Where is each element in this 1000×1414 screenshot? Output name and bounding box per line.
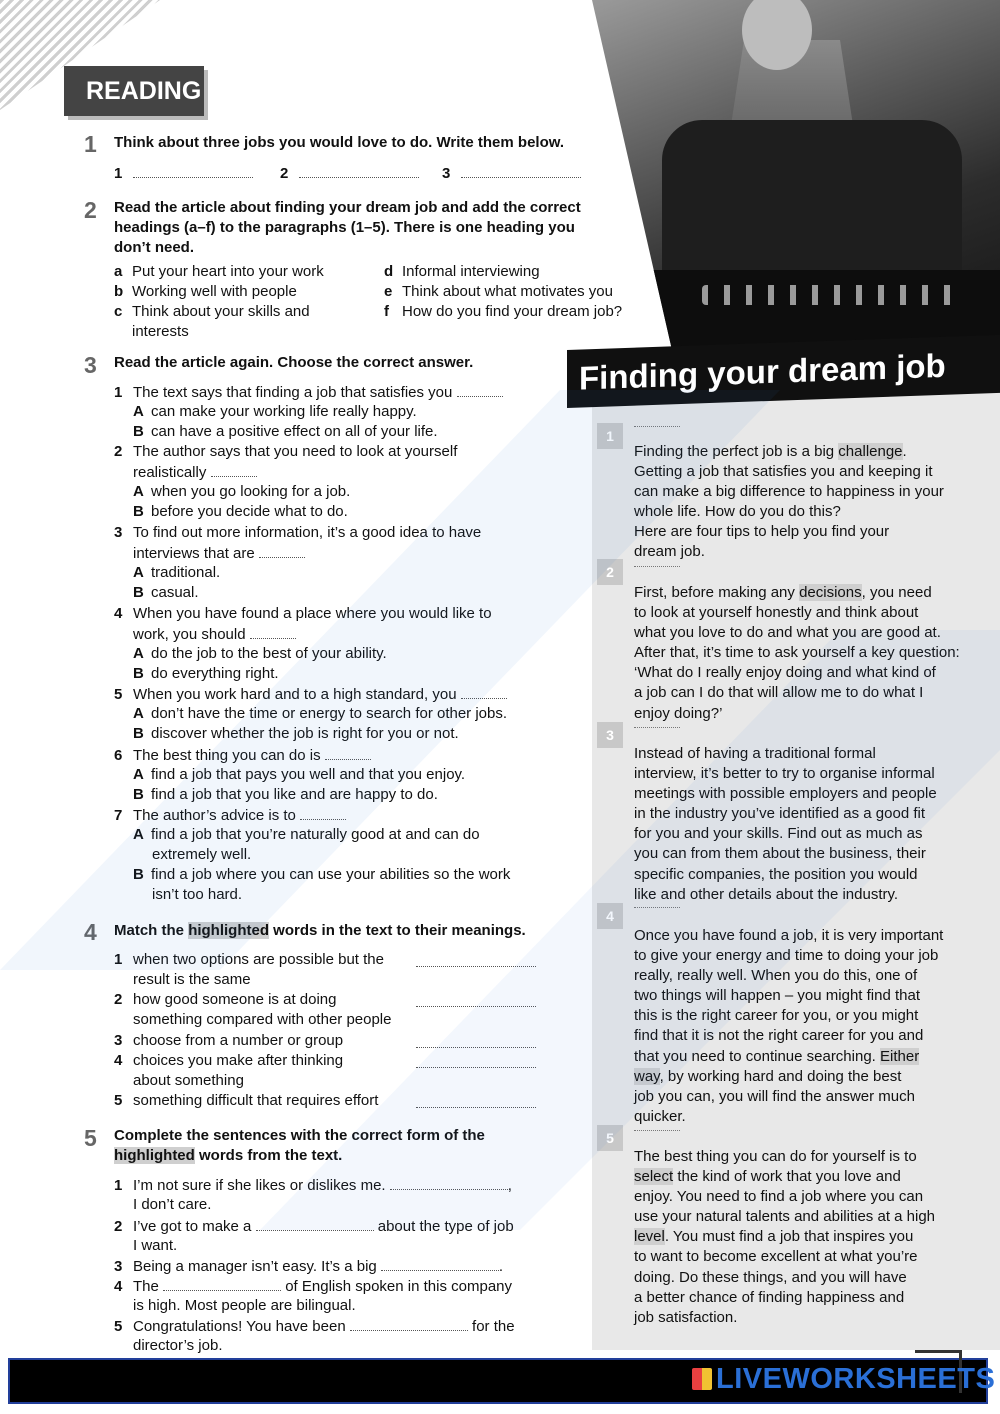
q3-item-3-option-b[interactable] [133, 583, 199, 603]
q2-heading-c [114, 302, 354, 342]
item-number: 2 [114, 991, 123, 1008]
item-text-cont: is high. Most people are bilingual. [133, 1297, 356, 1314]
q1-answer-line-2[interactable] [299, 163, 419, 178]
option-text: when you go looking for a job. [151, 483, 351, 500]
option-text: discover whether the job is right for you or not. [151, 725, 459, 742]
item-text: Being a manager isn’t easy. It’s a big [133, 1258, 377, 1275]
q3-item-1-option-a[interactable] [133, 402, 417, 422]
q3-item-2-option-b[interactable] [133, 502, 348, 522]
answer-blank[interactable] [390, 1175, 508, 1190]
heading-text: Put your heart into your work [132, 263, 324, 280]
item-text: I’m not sure if she likes or dislikes me. [133, 1177, 386, 1194]
q3-number: 3 [84, 352, 97, 378]
option-text-cont: isn’t too hard. [152, 886, 243, 903]
answer-blank[interactable] [381, 1256, 499, 1271]
q4-item-2-cont [133, 1010, 392, 1030]
heading-letter: e [384, 283, 393, 300]
q3-item-5-option-b[interactable] [133, 724, 459, 744]
heading-letter: c [114, 303, 123, 320]
option-text: find a job that pays you well and that you enjoy. [151, 766, 466, 783]
item-stem-cont: interviews that are [133, 545, 255, 562]
paragraph-2-heading-blank[interactable] [634, 566, 680, 567]
item-number: 5 [114, 686, 123, 703]
item-text: how good someone is at doing [133, 991, 337, 1008]
q4-number: 4 [84, 919, 97, 945]
option-letter: A [133, 705, 144, 722]
q3-item-7-option-a-cont [152, 845, 251, 865]
answer-blank[interactable] [259, 543, 305, 558]
option-text-cont: extremely well. [152, 846, 252, 863]
heading-letter: f [384, 303, 389, 320]
highlighted-word: challenge [838, 443, 903, 460]
option-text: don’t have the time or energy to search for other jobs. [151, 705, 508, 722]
item-stem: The author says that you need to look at yourself [133, 443, 458, 460]
q5-item-5 [114, 1316, 515, 1337]
q5-item-2-cont [133, 1236, 177, 1256]
option-letter: B [133, 725, 144, 742]
item-number: 4 [114, 605, 123, 622]
heading-text: Think about your skills and interests [132, 303, 310, 340]
item-text-after: . [498, 1258, 504, 1275]
option-text: find a job that you like and are happy to do. [151, 786, 438, 803]
q4-highlight-word: highlighted [188, 922, 270, 939]
q3-item-6 [114, 745, 371, 766]
item-number: 6 [114, 747, 123, 764]
q4-answer-5[interactable] [416, 1093, 536, 1108]
option-letter: A [133, 766, 144, 783]
option-letter: B [133, 584, 144, 601]
option-text: traditional. [151, 564, 221, 581]
answer-blank[interactable] [211, 462, 257, 477]
highlighted-word: Either [880, 1047, 920, 1065]
item-text-after: about the type of job [377, 1218, 514, 1235]
q5-instruction-pre: Complete the sentences with the correct form of the [114, 1127, 485, 1144]
section-label: READING [64, 66, 204, 116]
option-letter: B [133, 665, 144, 682]
q3-item-6-option-a[interactable] [133, 765, 465, 785]
item-text-after: , [507, 1177, 512, 1194]
q5-instruction-post: words from the text. [194, 1147, 343, 1164]
option-letter: A [133, 826, 144, 843]
answer-blank[interactable] [300, 805, 346, 820]
q5-item-3 [114, 1256, 503, 1277]
q2-heading-e [384, 282, 613, 302]
item-number: 5 [114, 1092, 123, 1109]
item-number: 2 [114, 443, 123, 460]
q1-blank-3[interactable] [442, 163, 581, 184]
paragraph-3-heading-blank[interactable] [634, 727, 680, 728]
item-text-cont: something compared with other people [133, 1011, 392, 1028]
q1-blank-3-number: 3 [442, 165, 451, 182]
item-text-cont: I don’t care. [133, 1196, 212, 1213]
item-text: when two options are possible but the [133, 951, 384, 968]
q2-number: 2 [84, 197, 97, 223]
paragraph-4-number: 4 [597, 903, 623, 929]
item-text-after: for the [472, 1318, 515, 1335]
q3-item-4-option-a[interactable] [133, 644, 387, 664]
option-letter: B [133, 786, 144, 803]
option-letter: A [133, 645, 144, 662]
answer-blank[interactable] [163, 1276, 281, 1291]
q3-item-7-option-b-cont [152, 885, 242, 905]
highlighted-word: level [634, 1228, 665, 1246]
option-text: find a job that you’re naturally good at and can do [151, 826, 480, 843]
item-text: choices you make after thinking [133, 1052, 344, 1069]
q4-instruction-post: words in the text to their meanings. [269, 922, 526, 939]
dj-photo [592, 0, 1000, 350]
photo-knobs-shape [702, 285, 962, 305]
paragraph-2-number: 2 [597, 559, 623, 585]
answer-blank[interactable] [350, 1316, 468, 1331]
item-text: choose from a number or group [133, 1032, 344, 1049]
highlighted-word: way [634, 1067, 660, 1085]
option-text: can make your working life really happy. [151, 403, 417, 420]
option-letter: B [133, 503, 144, 520]
q1-answer-line-1[interactable] [133, 163, 253, 178]
item-stem-cont: realistically [133, 464, 207, 481]
q3-item-5-option-a[interactable] [133, 704, 507, 724]
q3-item-3 [114, 523, 481, 543]
heading-text: How do you find your dream job? [402, 303, 623, 320]
liveworksheets-logo[interactable] [692, 1363, 995, 1396]
item-number: 1 [114, 1177, 123, 1194]
item-stem: The best thing you can do is [133, 747, 321, 764]
item-text-after: of English spoken in this company [285, 1278, 512, 1295]
answer-blank[interactable] [250, 624, 296, 639]
heading-letter: d [384, 263, 394, 280]
option-text: before you decide what to do. [151, 503, 348, 520]
q3-item-1-option-b[interactable] [133, 422, 438, 442]
item-text-cont: director’s job. [133, 1337, 223, 1354]
q5-item-5-cont [133, 1336, 223, 1356]
item-text: The [133, 1278, 159, 1295]
q4-item-1 [114, 950, 384, 970]
item-number: 4 [114, 1278, 123, 1295]
highlighted-word: decisions [799, 584, 862, 601]
q3-item-7 [114, 805, 346, 826]
paragraph-1-number: 1 [597, 423, 623, 449]
paragraph-5-text: The best thing you can do for yourself is to select the kind of work that you love and enjoy. You need to find a job where you can use your natural talents and abilities at a high level. You must find a job that inspires you to want to become excellent at what you’re doing. Do these things, and you will have a better chance of finding happiness and job satisfaction. [634, 1148, 936, 1326]
q1-blank-2[interactable] [280, 163, 419, 184]
q1-number: 1 [84, 131, 97, 157]
q2-heading-b [114, 282, 297, 302]
q4-item-3 [114, 1031, 343, 1051]
option-text: casual. [151, 584, 199, 601]
q4-instruction [114, 921, 604, 941]
item-stem: When you have found a place where you would like to [133, 605, 492, 622]
answer-blank[interactable] [325, 745, 371, 760]
q3-instruction: Read the article again. Choose the correct answer. [114, 354, 474, 371]
q4-answer-2[interactable] [416, 992, 536, 1007]
option-letter: A [133, 564, 144, 581]
item-number: 4 [114, 1052, 123, 1069]
item-stem-cont: work, you should [133, 626, 246, 643]
option-text: find a job where you can use your abilities so the work [151, 866, 511, 883]
q3-item-2-option-a[interactable] [133, 482, 350, 502]
item-stem: The text says that finding a job that satisfies you [133, 384, 453, 401]
option-letter: B [133, 866, 144, 883]
q4-answer-3[interactable] [416, 1033, 536, 1048]
q4-item-1-cont [133, 970, 251, 990]
q3-item-4 [114, 604, 492, 624]
answer-blank[interactable] [256, 1216, 374, 1231]
q3-item-2-stem-cont [133, 462, 257, 483]
q5-item-1-cont [133, 1195, 211, 1215]
option-letter: A [133, 403, 144, 420]
heading-text: Informal interviewing [402, 263, 540, 280]
paragraph-2-text: First, before making any decisions, you need to look at yourself honestly and think about what you love to do and what you are good at. After that, it’s time to ask yourself a key question: ‘What do I really enjoy doing and what kind of a job can I do that will allow me to do what I enjoy doing?’ [634, 584, 960, 722]
q5-item-2 [114, 1216, 514, 1237]
item-number: 1 [114, 384, 123, 401]
q3-item-6-option-b[interactable] [133, 785, 438, 805]
q4-item-4-cont [133, 1071, 244, 1091]
q4-instruction-pre: Match the [114, 922, 189, 939]
article-title: Finding your dream job [567, 335, 1000, 408]
answer-blank[interactable] [461, 684, 507, 699]
answer-blank[interactable] [457, 382, 503, 397]
q3-item-7-option-b[interactable] [133, 865, 510, 885]
option-letter: B [133, 423, 144, 440]
paragraph-4-text: Once you have found a job, it is very important to give your energy and time to doing your job really, really well. When you do this, one of two things will happen – you might find that this is the right career for you, or you might find that it is not the right career for you and that you need to continue searching. Either way, by working hard and doing the best job you can, you will find the answer much quicker. [634, 927, 944, 1125]
item-number: 2 [114, 1218, 123, 1235]
q5-item-4 [114, 1276, 512, 1297]
paragraph-4-heading-blank[interactable] [634, 907, 680, 908]
q3-item-2 [114, 442, 457, 462]
q1-blank-1[interactable] [114, 163, 253, 184]
q3-item-3-stem-cont [133, 543, 305, 564]
item-text-cont: I want. [133, 1237, 178, 1254]
item-number: 3 [114, 524, 123, 541]
q3-item-3-option-a[interactable] [133, 563, 220, 583]
heading-letter: b [114, 283, 124, 300]
q3-item-5 [114, 684, 507, 705]
q4-answer-4[interactable] [416, 1053, 536, 1068]
q4-answer-1[interactable] [416, 952, 536, 967]
item-text-cont: result is the same [133, 971, 251, 988]
q5-item-4-cont [133, 1296, 356, 1316]
q4-item-5 [114, 1091, 378, 1111]
live-logo-icon [692, 1368, 712, 1390]
item-stem: To find out more information, it’s a good idea to have [133, 524, 482, 541]
q4-item-2 [114, 990, 336, 1010]
heading-letter: a [114, 263, 123, 280]
item-number: 1 [114, 951, 123, 968]
option-text: can have a positive effect on all of your life. [151, 423, 438, 440]
q2-instruction: Read the article about finding your dream job and add the correct headings (a–f) to the paragraphs (1–5). There is one heading you don’t need. [114, 199, 581, 256]
item-number: 7 [114, 807, 123, 824]
paragraph-1-heading-blank[interactable] [634, 426, 680, 427]
option-letter: A [133, 483, 144, 500]
q3-item-7-option-a[interactable] [133, 825, 480, 845]
q1-instruction: Think about three jobs you would love to do. Write them below. [114, 134, 565, 151]
paragraph-3-number: 3 [597, 722, 623, 748]
q5-item-1 [114, 1175, 512, 1196]
highlighted-word: select [634, 1168, 674, 1186]
q4-item-4 [114, 1051, 343, 1071]
q1-blank-2-number: 2 [280, 165, 289, 182]
q1-blank-1-number: 1 [114, 165, 123, 182]
brand-text: LIVEWORKSHEETS [716, 1363, 996, 1395]
item-text: Congratulations! You have been [133, 1318, 346, 1335]
q5-instruction [114, 1126, 534, 1166]
option-text: do everything right. [151, 665, 279, 682]
item-number: 3 [114, 1258, 123, 1275]
paragraph-5-heading-blank[interactable] [634, 1130, 680, 1131]
q2-heading-f [384, 302, 622, 322]
paragraph-5-number: 5 [597, 1125, 623, 1151]
q2-heading-d [384, 262, 540, 282]
q5-highlight-word: highlighted [114, 1147, 195, 1164]
item-text: something difficult that requires effort [133, 1092, 379, 1109]
item-stem: The author’s advice is to [133, 807, 296, 824]
item-number: 5 [114, 1318, 123, 1335]
q1-answer-line-3[interactable] [461, 163, 581, 178]
paragraph-1-text: Finding the perfect job is a big challenge. Getting a job that satisfies you and keeping it can make a big difference to happiness in your whole life. How do you do this? Here are four tips to help you find your dream job. [634, 443, 944, 561]
option-text: do the job to the best of your ability. [151, 645, 387, 662]
item-text: I’ve got to make a [133, 1218, 252, 1235]
heading-text: Think about what motivates you [402, 283, 613, 300]
q3-item-1 [114, 382, 503, 403]
item-stem: When you work hard and to a high standard, you [133, 686, 457, 703]
q3-item-4-stem-cont [133, 624, 296, 645]
heading-text: Working well with people [132, 283, 297, 300]
paragraph-3-text: Instead of having a traditional formal interview, it’s better to try to organise informal meetings with possible employers and people in the industry you’ve identified as a good fit for you and your skills. Find out as much as you can from them about the business, their specific companies, the position you would like and other details about the industry. [634, 745, 937, 903]
item-number: 3 [114, 1032, 123, 1049]
q3-item-4-option-b[interactable] [133, 664, 279, 684]
item-text-cont: about something [133, 1072, 244, 1089]
q2-heading-a [114, 262, 324, 282]
q5-number: 5 [84, 1125, 97, 1151]
